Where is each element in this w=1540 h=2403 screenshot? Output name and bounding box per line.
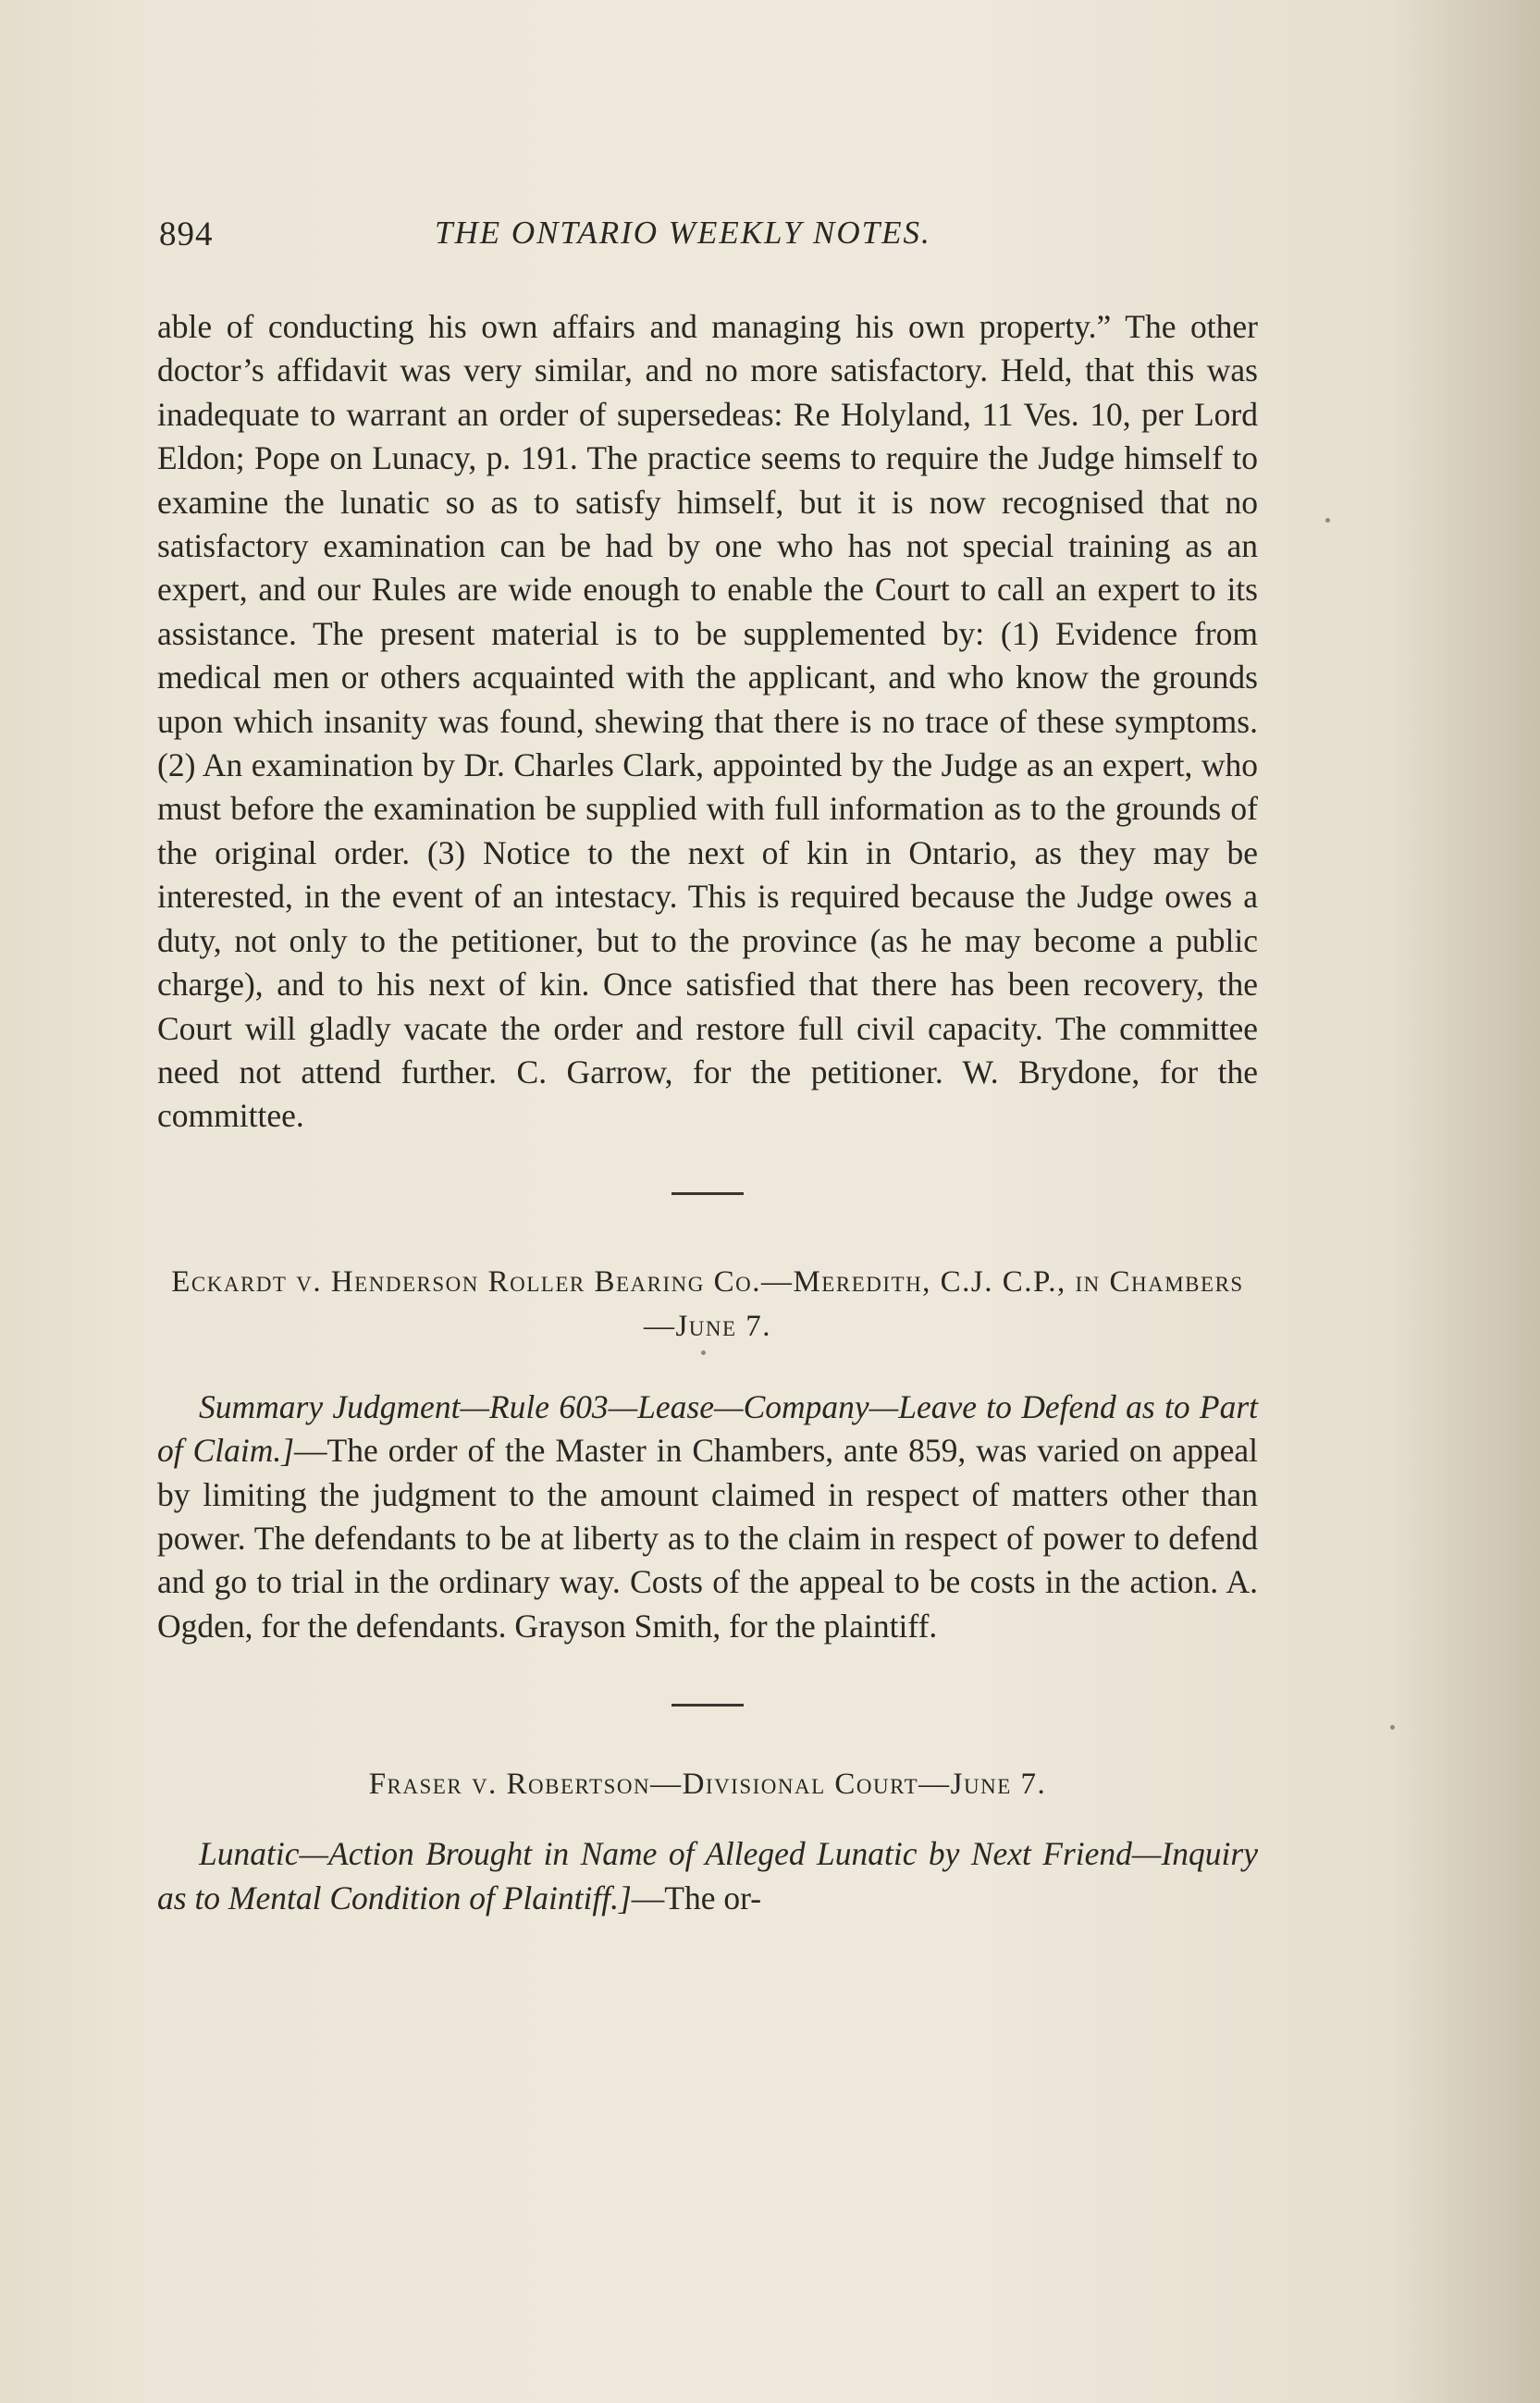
paper-speck [1390,1725,1395,1730]
case-heading-eckardt: Eckardt v. Henderson Roller Bearing Co.—Meredith, C.J. C.P., in Chambers—June 7. [171,1264,1244,1343]
continued-paragraph: able of conducting his own affairs and managing his own property.” The other doctor’s affidavit was very similar, and no more satisfactory. Held, that this was inadequate to warrant an order of supersedeas: Re Holyland, 11 Ves. 10, per Lord Eldon; Pope on Lunacy, p. 191. The practice seems to require the Judge himself to examine the lunatic so as to satisfy himself, but it is now recognised that no satisfactory examination can be had by one who has not special training as an expert, and our Rules are wide enough to enable the Court to call an expert to its assistance. The present material is to be supplemented by: (1) Evidence from medical men or others acquainted with the applicant, and who know the grounds upon which insanity was found, shewing that there is no trace of these symptoms. (2) An examination by Dr. Charles Clark, appointed by the Judge as an expert, who must before the examination be supplied with full information as to the grounds of the original order. (3) Notice to the next of kin in Ontario, as they may be interested, in the event of an intestacy. This is required because the Judge owes a duty, not only to the petitioner, but to the province (as he may become a public charge), and to his next of kin. Once satisfied that there has been recovery, the Court will gladly vacate the order and restore full civil capacity. The committee need not attend further. C. Garrow, for the petitioner. W. Brydone, for the committee. [157,308,1258,1135]
case-text-eckardt: —The order of the Master in Chambers, ante 859, was varied on appeal by limiting the judgment to the amount claimed in respect of matters other than power. The defendants to be at liberty as to the claim in respect of power to defend and go to trial in the ordinary way. Costs of the appeal to be costs in the action. A. Ogden, for the defendants. Grayson Smith, for the plaintiff. [157,1432,1258,1645]
case-headnote-fraser: Lunatic—Action Brought in Name of Alleged Lunatic by Next Friend—Inquiry as to Mental Condition of Plaintiff.] [157,1835,1258,1916]
case-body-fraser [157,1832,1258,1920]
page-number: 894 [159,216,214,253]
case-body-eckardt [157,1386,1258,1648]
paper-speck [1325,518,1330,523]
running-title: THE ONTARIO WEEKLY NOTES. [435,215,931,251]
case-text-fraser: —The or- [631,1879,762,1916]
paper-speck [701,1350,706,1355]
page-body [157,305,1258,1920]
page-header [159,215,1269,270]
case-heading-fraser: Fraser v. Robertson—Divisional Court—June 7. [368,1768,1047,1802]
case-headnote-eckardt: Summary Judgment—Rule 603—Lease—Company—Leave to Defend as to Part of Claim.] [157,1387,1258,1470]
